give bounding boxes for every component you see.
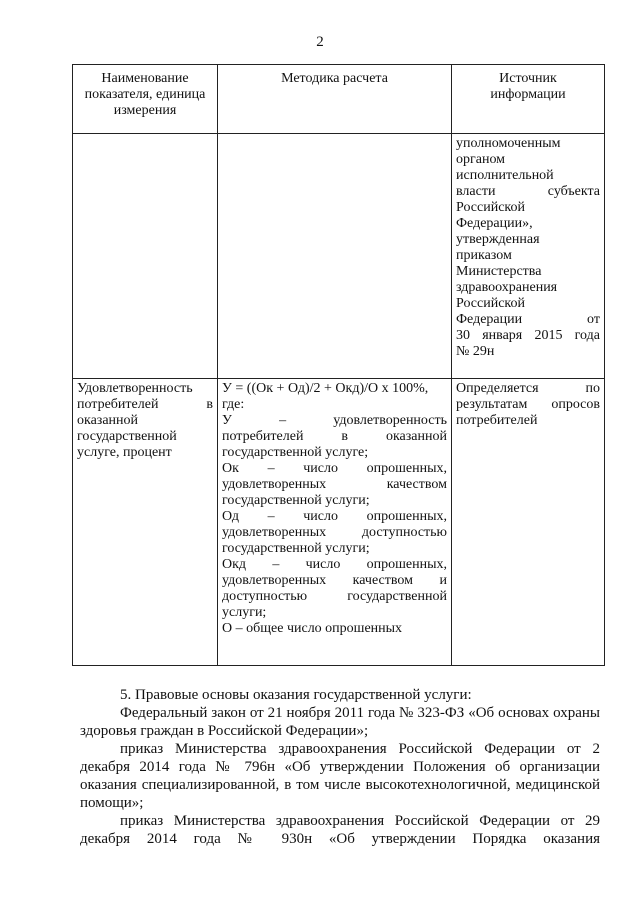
table-row	[73, 379, 605, 666]
table-header-row	[73, 65, 605, 134]
table-row	[73, 134, 605, 379]
header-calculation-method: Методика расчета	[218, 65, 452, 134]
header-information-source: Источник информации	[452, 65, 605, 134]
header-indicator-name: Наименование показателя, единица измерения	[73, 65, 218, 134]
paragraph: приказ Министерства здравоохранения Российской Федерации от 2 декабря 2014 года № 796н «Об утверждении Положения об организации оказания специализированной, в том числе высокотехнологичной, медицинской помощи»;	[80, 741, 600, 811]
table-cell	[218, 134, 452, 379]
paragraph: Федеральный закон от 21 ноября 2011 года № 323-ФЗ «Об основах охраны здоровья граждан в Российской Федерации»;	[80, 705, 600, 739]
table-cell-source: Определяется по результатам опросов потребителей	[452, 379, 605, 666]
table-cell-indicator: Удовлетворенность потребителей в оказанной государственной услуге, процент	[73, 379, 218, 666]
table-cell-source: уполномоченным органом исполнительной власти субъекта Российской Федерации», утвержденная приказом Министерства здравоохранения Российской Федерации от 30 января 2015 года № 29н	[452, 134, 605, 379]
legal-basis-section	[80, 686, 600, 848]
page-number: 2	[316, 34, 324, 50]
paragraph: приказ Министерства здравоохранения Российской Федерации от 29 декабря 2014 года № 930н «Об утверждении Порядка оказания	[80, 813, 600, 847]
indicator-table	[72, 64, 605, 666]
table-cell-method: У = ((Ок + Од)/2 + Окд)/О х 100%, где: У – удовлетворенность потребителей в оказанной государственной услуге; Ок – число опрошенных, удовлетворенных качеством государственной услуги; Од – число опрошенных, удовлетворенных доступностью государственной услуги; Окд – число опрошенных, удовлетворенных качеством и доступностью государственной услуги; О – общее число опрошенных	[218, 379, 452, 666]
section-heading: 5. Правовые основы оказания государственной услуги:	[120, 687, 472, 703]
table-cell	[73, 134, 218, 379]
